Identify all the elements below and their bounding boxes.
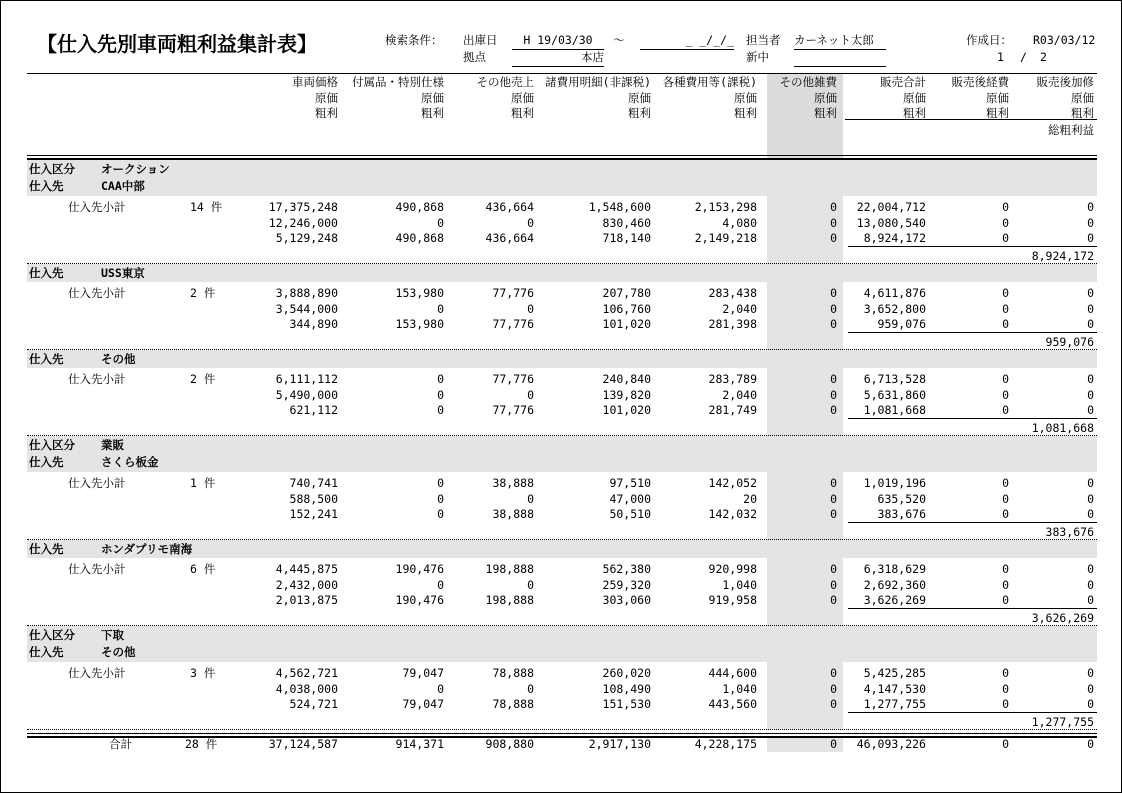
total-gross-profit: 1,081,668 <box>1031 421 1094 435</box>
new-used-underline <box>794 66 886 67</box>
data-cell: 106,760 <box>602 302 651 316</box>
data-cell: 1,040 <box>722 682 757 696</box>
data-cell: 101,020 <box>602 403 651 417</box>
data-cell: 0 <box>1087 286 1094 300</box>
header-bottom-rule-1 <box>27 155 1097 156</box>
data-cell: 6,111,112 <box>275 372 338 386</box>
data-cell: 38,888 <box>492 476 534 490</box>
vehicle-count: 14 件 <box>190 200 223 214</box>
data-cell: 0 <box>437 302 444 316</box>
data-cell: 0 <box>437 403 444 417</box>
column-header-title: 付属品・特別仕様 <box>352 75 444 89</box>
data-cell: 4,445,875 <box>275 562 338 576</box>
data-cell: 77,776 <box>492 317 534 331</box>
data-cell: 0 <box>1002 666 1009 680</box>
data-cell: 0 <box>1002 476 1009 490</box>
data-cell: 4,038,000 <box>275 682 338 696</box>
group-separator <box>27 729 1097 730</box>
column-header-title: 販売後経費 <box>951 75 1009 89</box>
subtotal-label: 仕入先小計 <box>68 562 126 576</box>
data-cell: 2,692,360 <box>863 578 926 592</box>
data-cell: 139,820 <box>602 388 651 402</box>
data-cell: 0 <box>830 317 837 331</box>
category-label: 仕入区分 <box>29 162 75 176</box>
data-cell: 0 <box>1087 492 1094 506</box>
data-cell: 740,741 <box>289 476 338 490</box>
data-cell: 0 <box>437 388 444 402</box>
column-header-title: 各種費用等(課税) <box>662 75 757 89</box>
data-cell: 436,664 <box>485 200 534 214</box>
subtotal-label: 仕入先小計 <box>68 286 126 300</box>
data-cell: 1,081,668 <box>863 403 926 417</box>
data-cell: 303,060 <box>602 593 651 607</box>
data-cell: 0 <box>830 476 837 490</box>
data-cell: 4,080 <box>722 216 757 230</box>
ship-date-to: _ _/_/_ <box>685 33 734 47</box>
page-separator: / <box>1020 50 1027 64</box>
data-cell: 1,277,755 <box>863 697 926 711</box>
data-cell: 142,052 <box>708 476 757 490</box>
data-cell: 283,789 <box>708 372 757 386</box>
data-cell: 4,611,876 <box>863 286 926 300</box>
data-cell: 0 <box>830 200 837 214</box>
data-cell: 0 <box>1087 302 1094 316</box>
column-header-cost: 原価 <box>315 91 338 105</box>
data-cell: 207,780 <box>602 286 651 300</box>
data-cell: 0 <box>1002 286 1009 300</box>
data-cell: 635,520 <box>877 492 926 506</box>
data-cell: 0 <box>1002 403 1009 417</box>
column-header-title: 販売合計 <box>880 75 926 89</box>
data-cell: 4,562,721 <box>275 666 338 680</box>
data-cell: 588,500 <box>289 492 338 506</box>
grand-total-cell: 914,371 <box>395 737 444 751</box>
data-cell: 0 <box>527 216 534 230</box>
data-cell: 1,548,600 <box>588 200 651 214</box>
supplier-label: 仕入先 <box>29 455 64 469</box>
column-header-cost: 原価 <box>1071 91 1094 105</box>
grand-total-cell: 908,880 <box>485 737 534 751</box>
data-cell: 22,004,712 <box>856 200 926 214</box>
data-cell: 79,047 <box>402 666 444 680</box>
column-header-profit: 粗利 <box>511 106 534 120</box>
column-header-title: 諸費用明細(非課税) <box>545 75 651 89</box>
column-header-profit: 粗利 <box>734 106 757 120</box>
grand-total-label: 合計 <box>109 737 132 751</box>
data-cell: 0 <box>830 372 837 386</box>
column-header-cost: 原価 <box>628 91 651 105</box>
created-date-value: R03/03/12 <box>1033 33 1096 47</box>
data-cell: 151,530 <box>602 697 651 711</box>
column-header-profit: 粗利 <box>421 106 444 120</box>
subtotal-label: 仕入先小計 <box>68 372 126 386</box>
subtotal-underline <box>848 522 1097 523</box>
data-cell: 13,080,540 <box>856 216 926 230</box>
data-cell: 0 <box>1087 317 1094 331</box>
grand-total-cell: 0 <box>1002 737 1009 751</box>
data-cell: 0 <box>437 578 444 592</box>
data-cell: 2,432,000 <box>275 578 338 592</box>
data-cell: 0 <box>1087 697 1094 711</box>
column-header-profit: 粗利 <box>814 106 837 120</box>
data-cell: 0 <box>1087 216 1094 230</box>
category-name: オークション <box>101 162 170 176</box>
data-cell: 0 <box>1002 507 1009 521</box>
data-cell: 2,040 <box>722 302 757 316</box>
data-cell: 444,600 <box>708 666 757 680</box>
data-cell: 0 <box>1002 697 1009 711</box>
data-cell: 0 <box>830 231 837 245</box>
subtotal-label: 仕入先小計 <box>68 476 126 490</box>
data-cell: 12,246,000 <box>268 216 338 230</box>
data-cell: 920,998 <box>708 562 757 576</box>
ship-date-label: 出庫日 <box>463 33 498 47</box>
data-cell: 281,749 <box>708 403 757 417</box>
grand-total-cell: 0 <box>1087 737 1094 751</box>
supplier-name: さくら板金 <box>101 455 159 469</box>
subtotal-label: 仕入先小計 <box>68 666 126 680</box>
data-cell: 283,438 <box>708 286 757 300</box>
data-cell: 0 <box>830 302 837 316</box>
tilde-separator: ～ <box>613 33 625 47</box>
category-name: 業販 <box>101 438 124 452</box>
data-cell: 78,888 <box>492 697 534 711</box>
search-conditions-label: 検索条件： <box>385 33 443 47</box>
data-cell: 0 <box>1002 302 1009 316</box>
data-cell: 436,664 <box>485 231 534 245</box>
grand-total-cell: 0 <box>830 737 837 751</box>
column-header-profit: 粗利 <box>628 106 651 120</box>
grand-total-cell: 46,093,226 <box>856 737 926 751</box>
header-top-rule <box>27 73 1097 74</box>
column-header-profit: 粗利 <box>903 106 926 120</box>
section-band <box>27 436 1097 472</box>
data-cell: 2,149,218 <box>694 231 757 245</box>
column-header-title: その他売上 <box>476 75 534 89</box>
category-label: 仕入区分 <box>29 438 75 452</box>
data-cell: 77,776 <box>492 372 534 386</box>
data-cell: 0 <box>1087 507 1094 521</box>
data-cell: 0 <box>830 286 837 300</box>
total-gross-profit: 1,277,755 <box>1031 715 1094 729</box>
data-cell: 959,076 <box>877 317 926 331</box>
data-cell: 1,019,196 <box>863 476 926 490</box>
category-label: 仕入区分 <box>29 628 75 642</box>
data-cell: 20 <box>743 492 757 506</box>
data-cell: 3,544,000 <box>275 302 338 316</box>
data-cell: 142,032 <box>708 507 757 521</box>
data-cell: 0 <box>830 403 837 417</box>
supplier-name: USS東京 <box>101 266 145 280</box>
category-name: 下取 <box>101 628 124 642</box>
data-cell: 0 <box>1002 593 1009 607</box>
data-cell: 0 <box>437 372 444 386</box>
column-header-cost: 原価 <box>421 91 444 105</box>
data-cell: 97,510 <box>609 476 651 490</box>
data-cell: 0 <box>830 562 837 576</box>
data-cell: 0 <box>1087 562 1094 576</box>
data-cell: 0 <box>1087 403 1094 417</box>
data-cell: 0 <box>527 302 534 316</box>
subtotal-underline <box>848 712 1097 713</box>
data-cell: 0 <box>830 593 837 607</box>
data-cell: 0 <box>830 216 837 230</box>
data-cell: 0 <box>1002 388 1009 402</box>
data-cell: 0 <box>1087 666 1094 680</box>
data-cell: 0 <box>1002 578 1009 592</box>
data-cell: 830,460 <box>602 216 651 230</box>
data-cell: 0 <box>1002 200 1009 214</box>
data-cell: 718,140 <box>602 231 651 245</box>
data-cell: 101,020 <box>602 317 651 331</box>
supplier-name: CAA中部 <box>101 179 145 193</box>
data-cell: 524,721 <box>289 697 338 711</box>
vehicle-count: 2 件 <box>190 286 216 300</box>
total-gross-profit: 959,076 <box>1045 335 1094 349</box>
data-cell: 50,510 <box>609 507 651 521</box>
column-header-title: 車両価格 <box>292 75 338 89</box>
data-cell: 0 <box>1002 562 1009 576</box>
vehicle-count: 1 件 <box>190 476 216 490</box>
data-cell: 0 <box>437 492 444 506</box>
section-band <box>27 626 1097 662</box>
data-cell: 0 <box>437 216 444 230</box>
data-cell: 0 <box>830 492 837 506</box>
data-cell: 240,840 <box>602 372 651 386</box>
data-cell: 562,380 <box>602 562 651 576</box>
data-cell: 198,888 <box>485 593 534 607</box>
vehicle-count: 6 件 <box>190 562 216 576</box>
data-cell: 0 <box>527 578 534 592</box>
data-cell: 0 <box>830 666 837 680</box>
column-header-title: その他雑費 <box>779 75 837 89</box>
data-cell: 0 <box>437 682 444 696</box>
data-cell: 0 <box>830 578 837 592</box>
data-cell: 17,375,248 <box>268 200 338 214</box>
data-cell: 490,868 <box>395 200 444 214</box>
column-header-total-profit: 総粗利益 <box>1048 123 1094 137</box>
data-cell: 0 <box>830 697 837 711</box>
data-cell: 383,676 <box>877 507 926 521</box>
page-total: 2 <box>1040 50 1047 64</box>
grand-total-rule-1 <box>27 733 1097 734</box>
data-cell: 0 <box>1002 216 1009 230</box>
data-cell: 77,776 <box>492 403 534 417</box>
data-cell: 490,868 <box>395 231 444 245</box>
data-cell: 77,776 <box>492 286 534 300</box>
data-cell: 0 <box>1002 372 1009 386</box>
data-cell: 0 <box>527 388 534 402</box>
grand-total-cell: 2,917,130 <box>588 737 651 751</box>
base-underline <box>512 66 604 67</box>
data-cell: 2,153,298 <box>694 200 757 214</box>
section-band <box>27 264 1097 282</box>
ship-date-from: H 19/03/30 <box>523 33 593 47</box>
ship-date-to-underline <box>640 49 734 50</box>
data-cell: 5,425,285 <box>863 666 926 680</box>
data-cell: 190,476 <box>395 562 444 576</box>
new-used-label: 新中 <box>746 50 769 64</box>
staff-label: 担当者 <box>746 33 781 47</box>
column-header-cost: 原価 <box>511 91 534 105</box>
base-value: 本店 <box>581 50 604 64</box>
subtotal-underline <box>848 332 1097 333</box>
data-cell: 260,020 <box>602 666 651 680</box>
data-cell: 0 <box>527 492 534 506</box>
data-cell: 0 <box>437 476 444 490</box>
data-cell: 0 <box>1087 372 1094 386</box>
grand-total-cell: 37,124,587 <box>268 737 338 751</box>
column-header-title: 販売後加修 <box>1036 75 1094 89</box>
data-cell: 0 <box>1087 593 1094 607</box>
total-gross-profit: 3,626,269 <box>1031 611 1094 625</box>
subtotal-underline <box>848 418 1097 419</box>
data-cell: 0 <box>437 507 444 521</box>
supplier-label: 仕入先 <box>29 179 64 193</box>
created-date-label: 作成日： <box>966 33 1012 47</box>
data-cell: 8,924,172 <box>863 231 926 245</box>
data-cell: 190,476 <box>395 593 444 607</box>
data-cell: 0 <box>1087 682 1094 696</box>
data-cell: 344,890 <box>289 317 338 331</box>
data-cell: 198,888 <box>485 562 534 576</box>
column-header-profit: 粗利 <box>986 106 1009 120</box>
data-cell: 3,652,800 <box>863 302 926 316</box>
data-cell: 0 <box>1002 231 1009 245</box>
data-cell: 0 <box>1002 317 1009 331</box>
subtotal-underline <box>848 246 1097 247</box>
report-title: 【仕入先別車両粗利益集計表】 <box>37 32 317 56</box>
data-cell: 153,980 <box>395 286 444 300</box>
data-cell: 3,626,269 <box>863 593 926 607</box>
section-band <box>27 350 1097 368</box>
grand-total-count: 28 件 <box>185 737 218 751</box>
data-cell: 0 <box>1087 388 1094 402</box>
grand-total-cell: 4,228,175 <box>694 737 757 751</box>
data-cell: 152,241 <box>289 507 338 521</box>
vehicle-count: 3 件 <box>190 666 216 680</box>
data-cell: 2,013,875 <box>275 593 338 607</box>
data-cell: 78,888 <box>492 666 534 680</box>
total-gross-profit: 8,924,172 <box>1031 249 1094 263</box>
data-cell: 6,318,629 <box>863 562 926 576</box>
staff-value: カーネット太郎 <box>794 33 874 47</box>
data-cell: 6,713,528 <box>863 372 926 386</box>
data-cell: 0 <box>527 682 534 696</box>
data-cell: 621,112 <box>289 403 338 417</box>
data-cell: 5,631,860 <box>863 388 926 402</box>
data-cell: 5,129,248 <box>275 231 338 245</box>
supplier-label: 仕入先 <box>29 352 64 366</box>
column-header-cost: 原価 <box>986 91 1009 105</box>
column-header-cost: 原価 <box>734 91 757 105</box>
data-cell: 281,398 <box>708 317 757 331</box>
data-cell: 153,980 <box>395 317 444 331</box>
page-current: 1 <box>997 50 1004 64</box>
data-cell: 47,000 <box>609 492 651 506</box>
supplier-name: ホンダプリモ南海 <box>101 542 193 556</box>
subtotal-label: 仕入先小計 <box>68 200 126 214</box>
data-cell: 2,040 <box>722 388 757 402</box>
vehicle-count: 2 件 <box>190 372 216 386</box>
supplier-label: 仕入先 <box>29 645 64 659</box>
data-cell: 0 <box>830 388 837 402</box>
supplier-label: 仕入先 <box>29 266 64 280</box>
data-cell: 259,320 <box>602 578 651 592</box>
data-cell: 108,490 <box>602 682 651 696</box>
data-cell: 3,888,890 <box>275 286 338 300</box>
data-cell: 0 <box>1087 200 1094 214</box>
column-header-profit: 粗利 <box>1071 106 1094 120</box>
supplier-name: その他 <box>101 645 136 659</box>
section-band <box>27 160 1097 196</box>
data-cell: 919,958 <box>708 593 757 607</box>
base-label: 拠点 <box>463 50 486 64</box>
data-cell: 0 <box>1087 578 1094 592</box>
column-header-cost: 原価 <box>814 91 837 105</box>
data-cell: 0 <box>1087 231 1094 245</box>
subtotal-underline <box>848 608 1097 609</box>
supplier-label: 仕入先 <box>29 542 64 556</box>
column-header-cost: 原価 <box>903 91 926 105</box>
data-cell: 79,047 <box>402 697 444 711</box>
column-header-profit: 粗利 <box>315 106 338 120</box>
data-cell: 0 <box>830 507 837 521</box>
data-cell: 5,490,000 <box>275 388 338 402</box>
data-cell: 0 <box>830 682 837 696</box>
total-gross-profit: 383,676 <box>1045 525 1094 539</box>
data-cell: 0 <box>1087 476 1094 490</box>
data-cell: 443,560 <box>708 697 757 711</box>
supplier-name: その他 <box>101 352 136 366</box>
data-cell: 0 <box>1002 492 1009 506</box>
data-cell: 1,040 <box>722 578 757 592</box>
data-cell: 4,147,530 <box>863 682 926 696</box>
data-cell: 38,888 <box>492 507 534 521</box>
data-cell: 0 <box>1002 682 1009 696</box>
staff-underline <box>794 49 886 50</box>
